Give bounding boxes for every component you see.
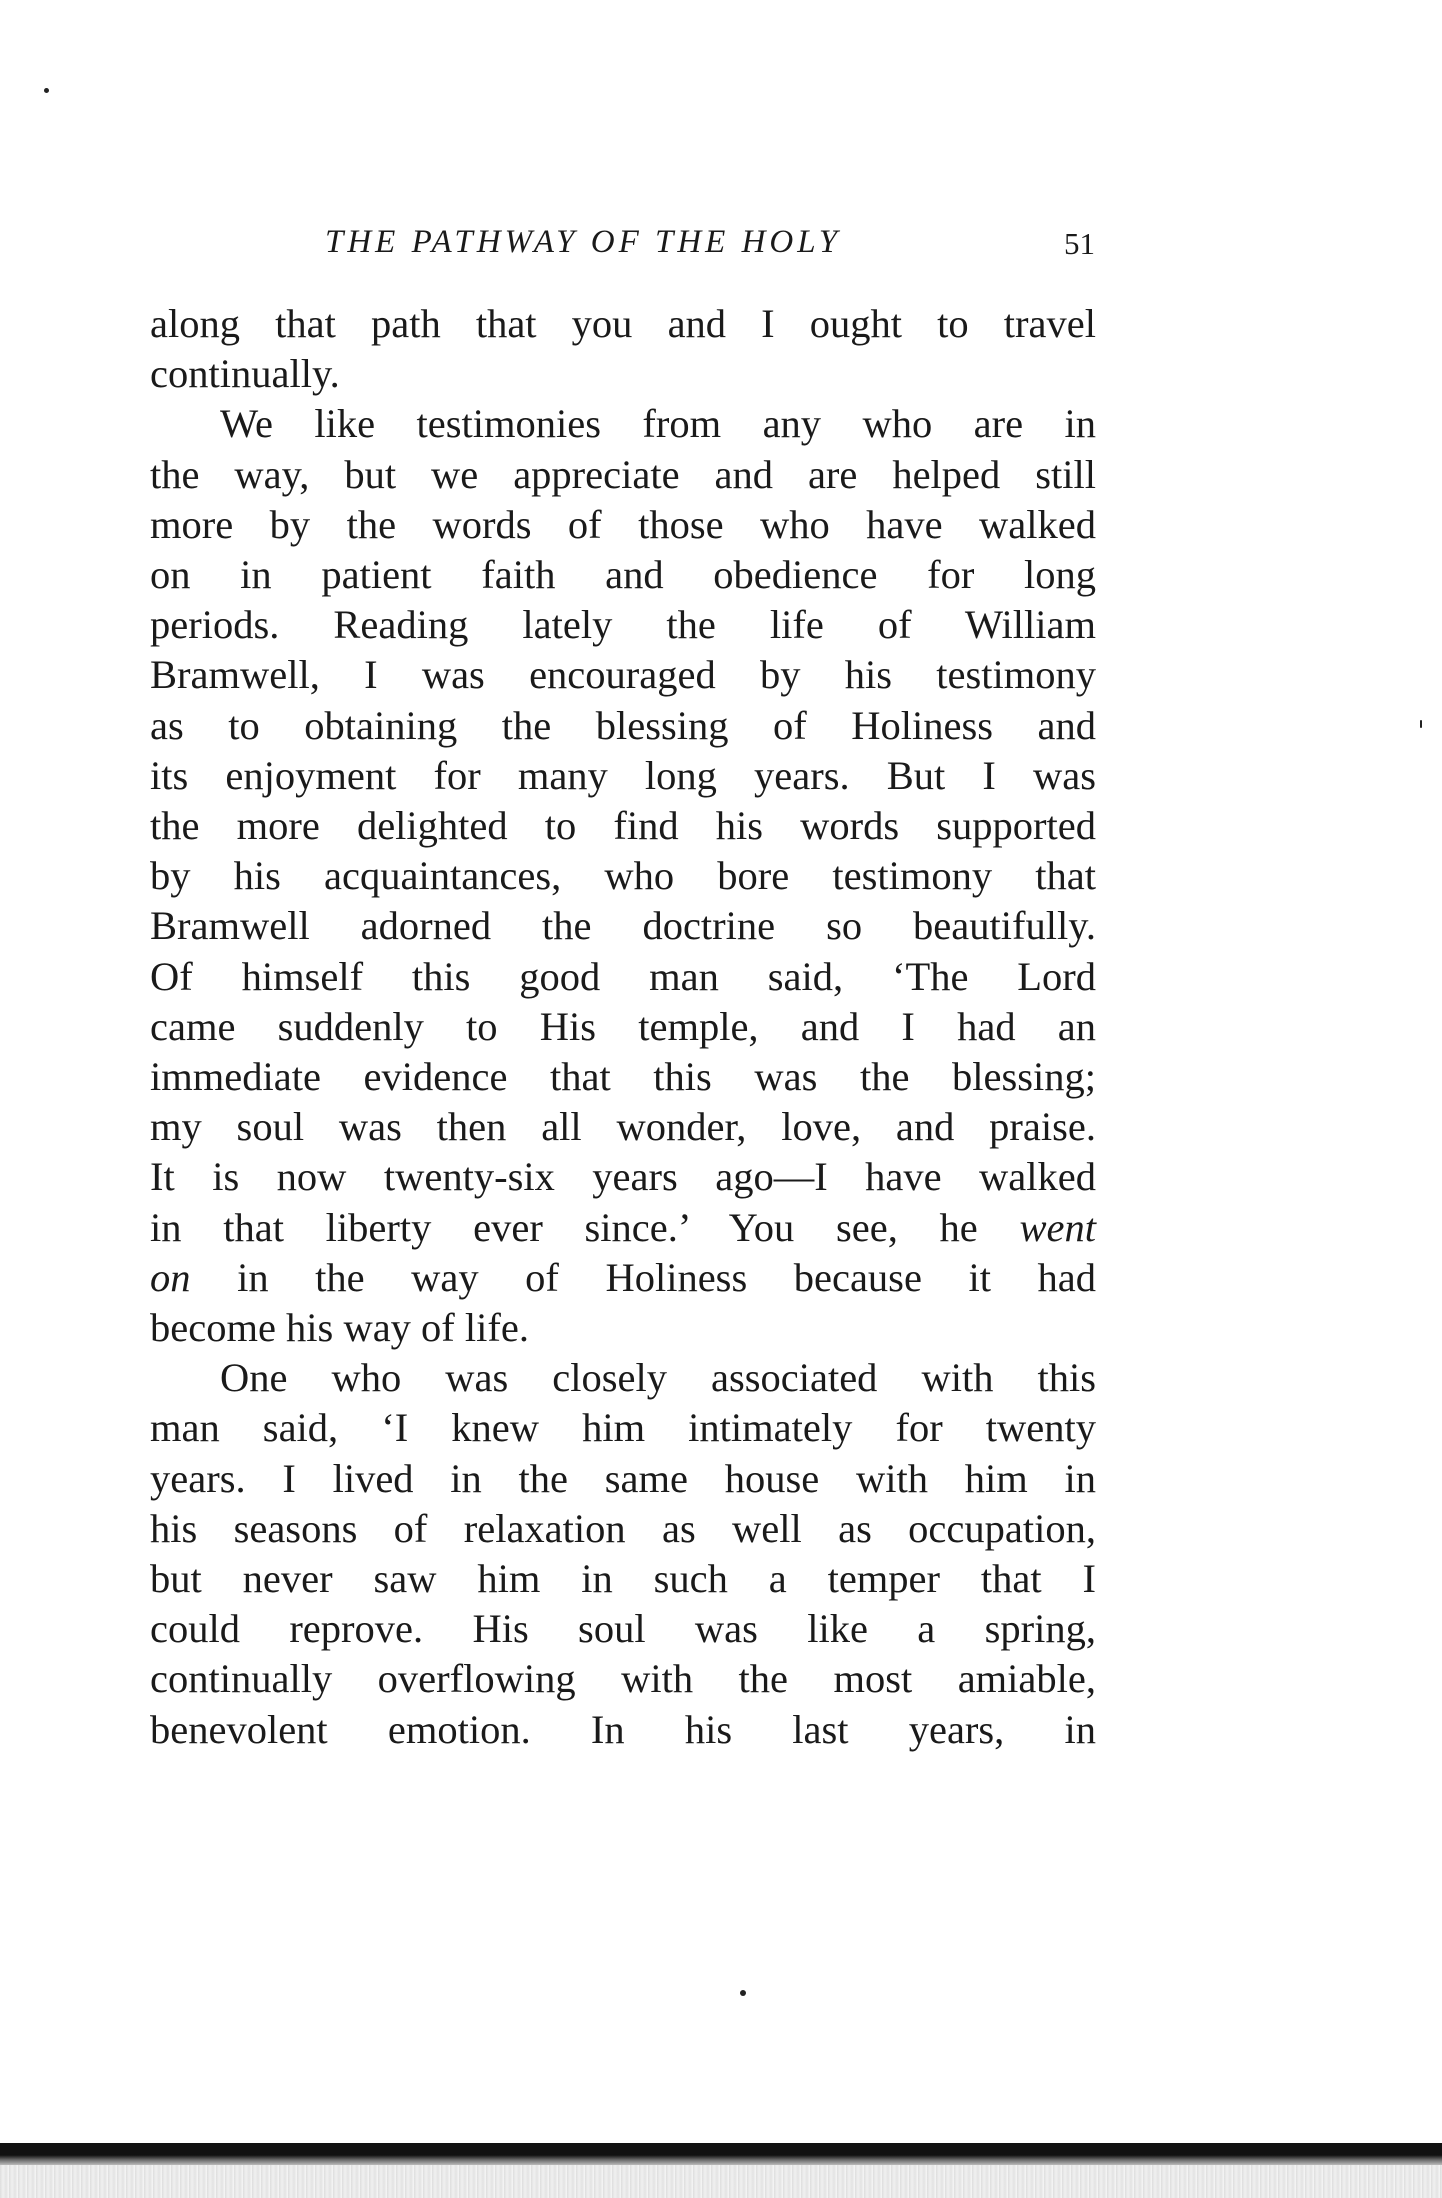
paragraph-3 bbox=[150, 1353, 1096, 1755]
scan-speck bbox=[44, 88, 49, 93]
text-line: more by the words of those who have walked bbox=[150, 501, 1096, 547]
text-line: benevolent emotion. In his last years, in bbox=[150, 1706, 1096, 1752]
text-line: Bramwell, I was encouraged by his testimony bbox=[150, 652, 1096, 698]
text-line: become his way of life. bbox=[150, 1305, 529, 1351]
text-line: periods. Reading lately the life of William bbox=[150, 602, 1096, 648]
scan-speck bbox=[1420, 720, 1422, 728]
text-line: on in patient faith and obedience for long bbox=[150, 552, 1096, 598]
text-line-part: in that liberty ever since.’ You see, he bbox=[150, 1204, 978, 1250]
text-line: man said, ‘I knew him intimately for twenty bbox=[150, 1405, 1096, 1451]
text-line bbox=[150, 1203, 1096, 1253]
text-line-part: in the way of Holiness because it had bbox=[237, 1254, 1097, 1300]
page-number: 51 bbox=[1064, 226, 1095, 261]
paragraph-2 bbox=[150, 399, 1096, 1353]
text-line: continually. bbox=[150, 351, 340, 397]
text-line: immediate evidence that this was the blessing; bbox=[150, 1054, 1096, 1100]
text-line: One who was closely associated with this bbox=[220, 1355, 1096, 1401]
text-line: its enjoyment for many long years. But I was bbox=[150, 752, 1096, 798]
text-line: We like testimonies from any who are in bbox=[220, 401, 1096, 447]
text-line: along that path that you and I ought to travel bbox=[150, 301, 1096, 346]
text-line: came suddenly to His temple, and I had an bbox=[150, 1003, 1096, 1049]
body-text bbox=[150, 299, 1096, 1755]
text-line: his seasons of relaxation as well as occupation, bbox=[150, 1505, 1096, 1551]
scan-speck bbox=[740, 1990, 746, 1996]
scan-edge-rule bbox=[0, 2143, 1442, 2165]
text-line: as to obtaining the blessing of Holiness and bbox=[150, 702, 1096, 748]
text-line: but never saw him in such a temper that I bbox=[150, 1556, 1096, 1602]
italic-word: on bbox=[150, 1254, 191, 1300]
running-title: THE PATHWAY OF THE HOLY bbox=[325, 224, 842, 260]
text-line: Bramwell adorned the doctrine so beautifully. bbox=[150, 903, 1096, 949]
text-line: years. I lived in the same house with him in bbox=[150, 1455, 1096, 1501]
running-head bbox=[150, 224, 1095, 274]
scan-edge-strip bbox=[0, 2165, 1442, 2198]
italic-word: went bbox=[1019, 1204, 1097, 1250]
text-line: my soul was then all wonder, love, and praise. bbox=[150, 1104, 1096, 1150]
paragraph-1 bbox=[150, 299, 1096, 399]
text-line: It is now twenty-six years ago—I have walked bbox=[150, 1154, 1096, 1200]
text-line: the more delighted to find his words supported bbox=[150, 803, 1096, 849]
text-line: continually overflowing with the most amiable, bbox=[150, 1656, 1096, 1702]
text-line: Of himself this good man said, ‘The Lord bbox=[150, 953, 1096, 999]
text-line: by his acquaintances, who bore testimony that bbox=[150, 853, 1096, 899]
text-line: could reprove. His soul was like a spring, bbox=[150, 1606, 1096, 1652]
text-line: the way, but we appreciate and are helped still bbox=[150, 451, 1096, 497]
text-line bbox=[150, 1253, 1096, 1303]
